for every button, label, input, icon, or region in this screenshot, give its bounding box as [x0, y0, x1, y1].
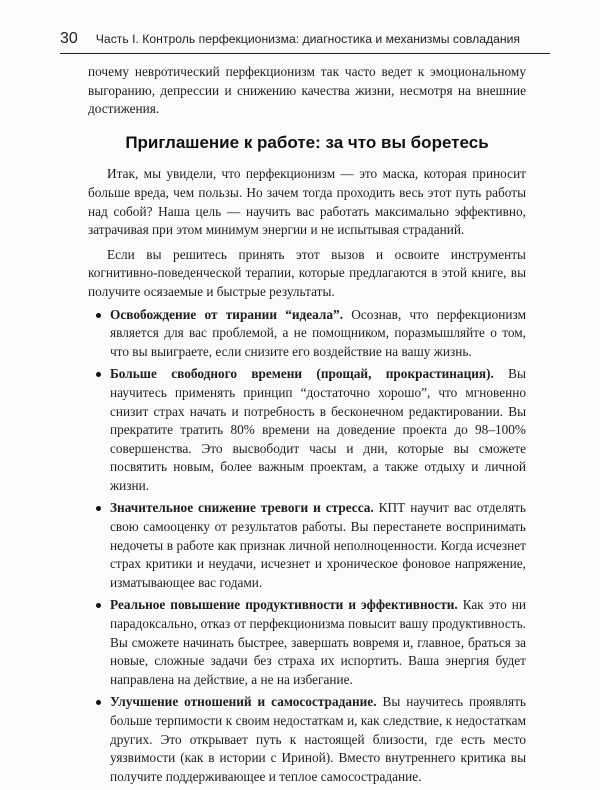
list-item [88, 499, 526, 592]
bullet-icon [96, 603, 101, 608]
list-item [88, 693, 526, 786]
list-item-text: Вы научитесь проявлять больше терпимости к своим недостаткам и, как следствие, к недостаткам других. Это открывает путь к настоящей близости, где есть место уязвимости (как в истории с Ириной). Вместо внутреннего критика вы получите поддерживающее и теплое самосострадание. [110, 694, 526, 784]
page-header [60, 30, 550, 54]
list-item-text: Вы научитесь применять принцип “достаточно хорошо”, что мгновенно снизит страх начать и потребность в бесконечном редактировании. Вы прекратите тратить 80% времени на доведение проекта до 98–100% совершенства. Это высвободит часы и дни, которые вы сможете посвятить новым, более важным проектам, а также отдыху и личной жизни. [110, 366, 526, 493]
running-head: Часть I. Контроль перфекционизма: диагностика и механизмы совладания [95, 32, 520, 46]
body-paragraph: Итак, мы увидели, что перфекционизм — это маска, которая приносит больше вреда, чем пользы. Но зачем тогда проходить весь этот путь работы над собой? Наша цель — научить вас работать максимально эффективно, затрачивая при этом минимум энергии и не испытывая страданий. [88, 166, 526, 238]
body-paragraph: Если вы решитесь принять этот вызов и освоите инструменты когнитивно-поведенческой терапии, которые предлагаются в этой книге, вы получите осязаемые и быстрые результаты. [88, 246, 526, 299]
list-item-text: Как это ни парадоксально, отказ от перфекционизма повысит вашу продуктивность. Вы сможете начинать быстрее, завершать вовремя и, главное, браться за новые, сложные задачи без страха их испортить. Ваша энергия будет направлена на действие, а не на избегание. [110, 597, 526, 687]
bullet-icon [96, 506, 101, 511]
list-item-text: КПТ научит вас отделять свою самооценку от результатов работы. Вы перестанете воспринимать недочеты в работе как признак личной неполноценности. Когда исчезнет страх критики и неудачи, исчезнет и хроническое фоновое напряжение, изматывающее вас годами. [110, 500, 526, 590]
list-item-text: Осознав, что перфекционизм является для вас проблемой, а не помощником, поразмышляйте о том, что вы выиграете, если снизите его воздействие на вашу жизнь. [110, 306, 526, 359]
list-item-title: Освобождение от тирании “идеала”. [110, 306, 344, 322]
list-item-title: Реальное повышение продуктивности и эффективности. [110, 597, 458, 613]
bullet-icon [96, 313, 101, 318]
section-heading: Приглашение к работе: за что вы боретесь [125, 132, 489, 152]
benefits-list [88, 306, 526, 787]
list-item [88, 306, 526, 362]
page-number: 30 [60, 30, 78, 47]
list-item [88, 596, 526, 689]
bullet-icon [96, 700, 101, 705]
intro-paragraph: почему невротический перфекционизм так часто ведет к эмоциональному выгоранию, депрессии и снижению качества жизни, несмотря на внешние достижения. [88, 64, 526, 117]
list-item-title: Улучшение отношений и самосострадание. [110, 694, 377, 710]
bullet-icon [96, 372, 101, 377]
list-item [88, 365, 526, 495]
list-item-title: Больше свободного времени (прощай, прокрастинация). [110, 366, 494, 382]
page-body [88, 63, 526, 790]
list-item-title: Значительное снижение тревоги и стресса. [110, 500, 374, 516]
